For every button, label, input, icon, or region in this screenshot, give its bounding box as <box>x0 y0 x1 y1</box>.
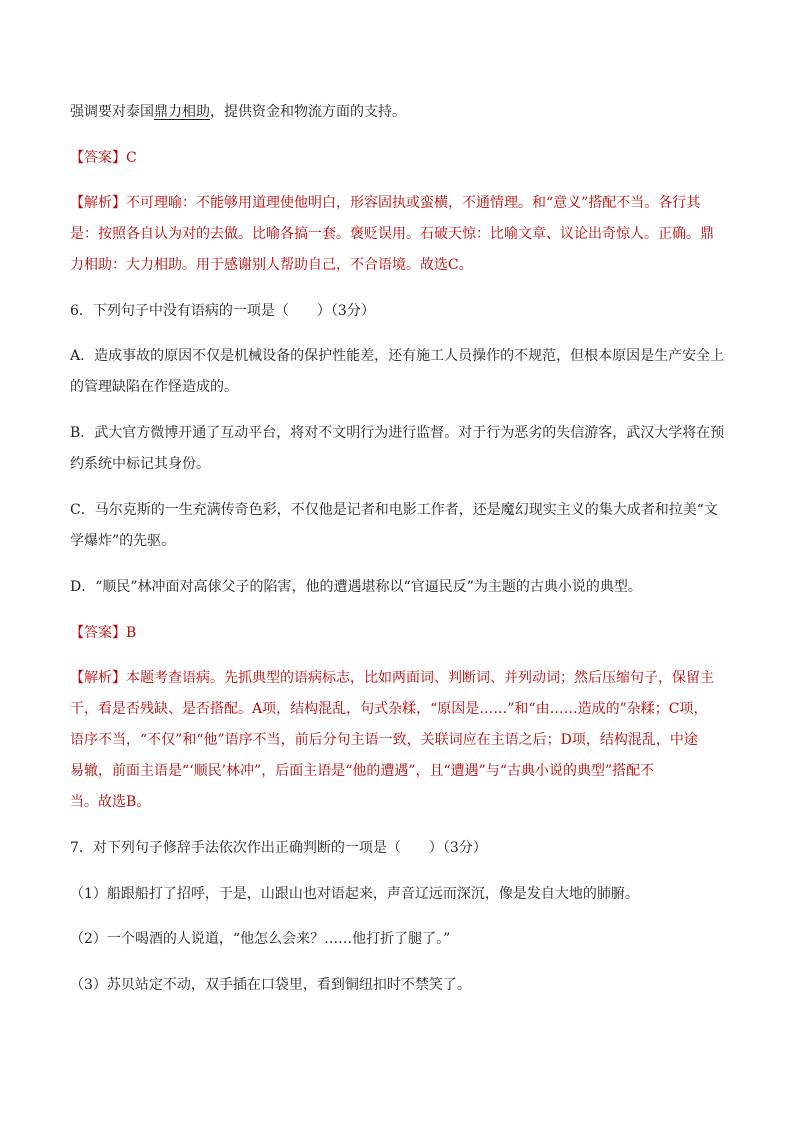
q6-analysis-line: 当。故选B。 <box>70 794 151 810</box>
q6-question: 6．下列句子中没有语病的一项是（ ）（3分） <box>70 303 375 319</box>
answer-tag: 【答案】 <box>70 625 126 641</box>
q6-analysis-line <box>70 669 730 687</box>
answer-value: C <box>126 150 137 166</box>
q7-item-1: （1）船跟船打了招呼，于是，山跟山也对语起来，声音辽远而深沉，像是发自大地的肺腑。 <box>70 886 639 902</box>
q6-option-a: A．造成事故的原因不仅是机械设备的保护性能差，还有施工人员操作的不规范，但根本原因是生产安全上 <box>70 348 725 364</box>
q6-option-a: 的管理缺陷在作怪造成的。 <box>70 379 238 395</box>
q6-option-b: 约系统中标记其身份。 <box>70 456 210 472</box>
q5-answer <box>70 149 730 167</box>
q6-option-c: C．马尔克斯的一生充满传奇色彩，不仅他是记者和电影工作者，还是魔幻现实主义的集大成者和拉美“文 <box>70 502 718 518</box>
q7-question: 7．对下列句子修辞手法依次作出正确判断的一项是（ ）（3分） <box>70 840 487 856</box>
analysis-text: 本题考查语病。先抓典型的语病标志，比如两面词、判断词、并列动词；然后压缩句子，保留主 <box>126 670 714 686</box>
answer-tag: 【答案】 <box>70 150 126 166</box>
q6-option-c: 学爆炸”的先驱。 <box>70 533 176 549</box>
intro-suffix: ，提供资金和物流方面的支持。 <box>210 104 406 120</box>
q6-option-d: D．“顺民”林冲面对高俅父子的陷害，他的遭遇堪称以“官逼民反”为主题的古典小说的典型。 <box>70 579 642 595</box>
intro-underlined-term: 鼎力相助 <box>154 104 210 120</box>
q5-analysis-line: 是：按照各自认为对的去做。比喻各搞一套。褒贬误用。石破天惊：比喻文章、议论出奇惊人。正确。鼎 <box>70 226 714 242</box>
analysis-text: 不可理喻：不能够用道理使他明白，形容固执或蛮横，不通情理。和“意义”搭配不当。各行其 <box>126 195 701 211</box>
analysis-tag: 【解析】 <box>70 195 126 211</box>
intro-line <box>70 103 730 121</box>
q6-analysis-line: 语序不当，“不仅”和“他”语序不当，前后分句主语一致，关联词应在主语之后；D项，结构混乱，中途 <box>70 732 698 748</box>
q5-analysis-line: 力相助：大力相助。用于感谢别人帮助自己，不合语境。故选C。 <box>70 257 473 273</box>
q6-option-b: B．武大官方微博开通了互动平台，将对不文明行为进行监督。对于行为恶劣的失信游客，武汉大学将在预 <box>70 425 725 441</box>
q6-answer <box>70 624 730 642</box>
q5-analysis-line <box>70 194 730 212</box>
answer-value: B <box>126 625 137 641</box>
analysis-tag: 【解析】 <box>70 670 126 686</box>
q7-item-2: （2）一个喝酒的人说道，“他怎么会来？……他打折了腿了。” <box>70 931 451 947</box>
intro-prefix: 强调要对泰国 <box>70 104 154 120</box>
q6-analysis-line: 易辙，前面主语是“‘顺民’林冲”，后面主语是“他的遭遇”，且“遭遇”与“古典小说的典型”搭配不 <box>70 763 655 779</box>
q6-analysis-line: 干，看是否残缺、是否搭配。A项，结构混乱，句式杂糅，“原因是……”和“由……造成的”杂糅；C项， <box>70 701 708 717</box>
q7-item-3: （3）苏贝站定不动，双手插在口袋里，看到铜纽扣时不禁笑了。 <box>70 977 471 993</box>
